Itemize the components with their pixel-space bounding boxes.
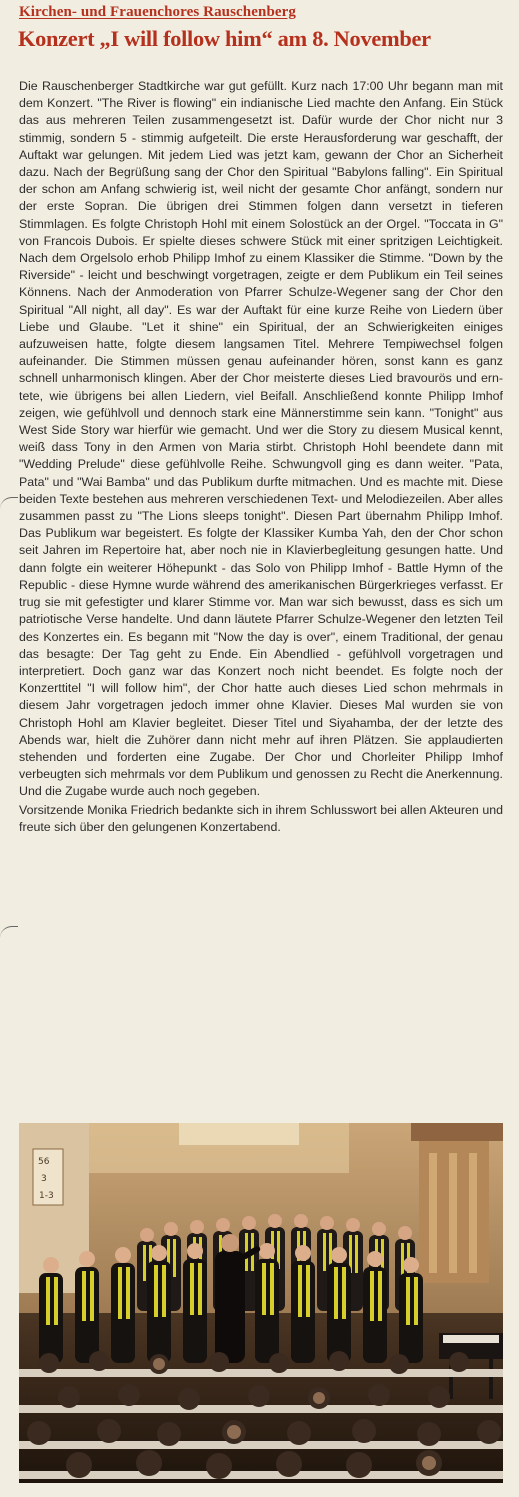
choir-concert-photo bbox=[19, 1123, 503, 1483]
choir-photo-illustration bbox=[19, 1123, 503, 1483]
article-kicker: Kirchen- und Frauenchores Rauschenberg bbox=[19, 4, 297, 20]
hymn-number: 3 bbox=[41, 1174, 47, 1184]
article-paragraph: Die Rauschenberger Stadtkirche war gut gefüllt. Kurz nach 17:00 Uhr begann man mit dem Konzert. "The River is flowing" ein indianische Lied machte den Anfang. Ein Stück das aus mehreren Teilen zusammengesetzt ist. Dafür wurde der Chor nicht nur 3 stimmig, sondern 5 - stimmig aufgeteilt. Die erste Herausforderung war geschafft, der Auftakt war gelungen. Mit jedem Lied was jetzt kam, gewann der Chor an Sicherheit dazu. Nach der Begrüßung sang der Chor den Spiritual "Babylons falling". Ein Spiritual der schon am Anfang schwierig ist, weil nicht der gesamte Chor anfängt, sondern nur der erste Sopran. Die übrigen drei Stimmen folgen dann versetzt in tieferen Stimmlagen. Es folgte Christoph Hohl mit einem Solostück an der Orgel. "Toccata in G" von Francois Dubois. Er spielte dieses schwere Stück mit einer spritzigen Leichtigkeit. Nach dem Orgelsolo erhob Philipp Imhof zu einem Klassiker die Stimme. "Down by the Riverside" - leicht und beschwingt vorgetragen, zeigte er dem Publikum ein Teil seines Könnens. Nach der Anmoderation von Pfarrer Schulze-Wegener sang der Chor den Spiritual "All night, all day". Es war der Auftakt für eine kurze Reihe von Liedern über Liebe und Glaube. "Let it shine" ein Spiritual, der an Schwierigkeiten einiges aufzuweisen hatte, folgte diesem langsamen Titel. Mehrere Tempiwechsel folgen aufeinander. Die Stimmen müssen genau aufeinander hören, sonst kann es ganz schnell unharmonisch klingen. Aber der Chor meisterte dieses Lied bravourös und erntete, wie übrigens bei allen Liedern, viel Beifall. Anschließend konnte Philipp Imhof zeigen, wie gefühlvoll und dennoch stark eine Männerstimme sein kann. "Tonight" aus West Side Story war hierfür wie gemacht. Und wer die Story zu diesem Musical kennt, weiß dass Tony in den Armen von Maria stirbt. Christoph Hohl beendete dann mit "Wedding Prelude" diese gefühlvolle Reihe. Schwungvoll ging es dann weiter. "Pata, Pata" und "Wai Bamba" und das Publikum durfte mitmachen. Und es machte mit. Diese beiden Texte bestehen aus mehreren verschiedenen Text- und Melodiezeilen. Aber alles zusammen passt zu "The Lions sleeps tonight". Diesen Part übernahm Philipp Imhof. Das Publikum war begeistert. Es folgte der Klassiker Kumba Yah, den der Chor schon seit Jahren im Repertoire hat, aber noch nie in Klavierbegleitung gesungen hatte. Und dann folgte ein weiterer Höhepunkt - das Solo von Philipp Imhof - Battle Hymn of the Republic - diese Hymne wurde während des amerikanischen Bürgerkrieges verfasst. Er trug sie mit gefestigter und klarer Stimme vor. Man war sich bewusst, dass es sich um patriotische Verse handelte. Und dann läutete Pfarrer Schulze-Wegener den letzten Teil des Konzertes ein. Es begann mit "Now the day is over", einem Traditional, der genau das besagte: Der Tag geht zu Ende. Ein Abendlied - gefühlvoll vorgetragen und interpretiert. Doch ganz war das Konzert noch nicht beendet. Es folgte noch der Konzerttitel "I will follow him", der Chor hatte auch dieses Lied schon mehrmals in diesem Jahr vorgetragen jedoch immer ohne Klavier. Dieses Mal wurden sie von Christoph Hohl am Klavier begleitet. Dieser Titel und Siyahamba, der der letzte des Abends war, hielt die Zuhörer dann nicht mehr auf ihren Plätzen. Sie applaudierten stehenden und forderten eine Zugabe. Der Chor und Chorleiter Philipp Imhof verbeugten sich mehrmals vor dem Publikum und genossen zu Recht die Anerkennung. Und die Zugabe wurde auch noch gegeben. bbox=[19, 79, 503, 799]
margin-bracket-mark bbox=[0, 497, 18, 512]
article-headline: Konzert „I will follow him“ am 8. November bbox=[18, 26, 431, 51]
article-closing-paragraph: Vorsitzende Monika Friedrich bedankte sich in ihrem Schlusswort bei allen Akteuren und freute sich über den gelungenen Konzertabend. bbox=[19, 802, 503, 834]
hymn-number: 56 bbox=[38, 1157, 50, 1167]
margin-bracket-mark bbox=[0, 926, 18, 941]
hymn-number: 1-3 bbox=[39, 1191, 54, 1201]
article-body bbox=[19, 78, 503, 836]
